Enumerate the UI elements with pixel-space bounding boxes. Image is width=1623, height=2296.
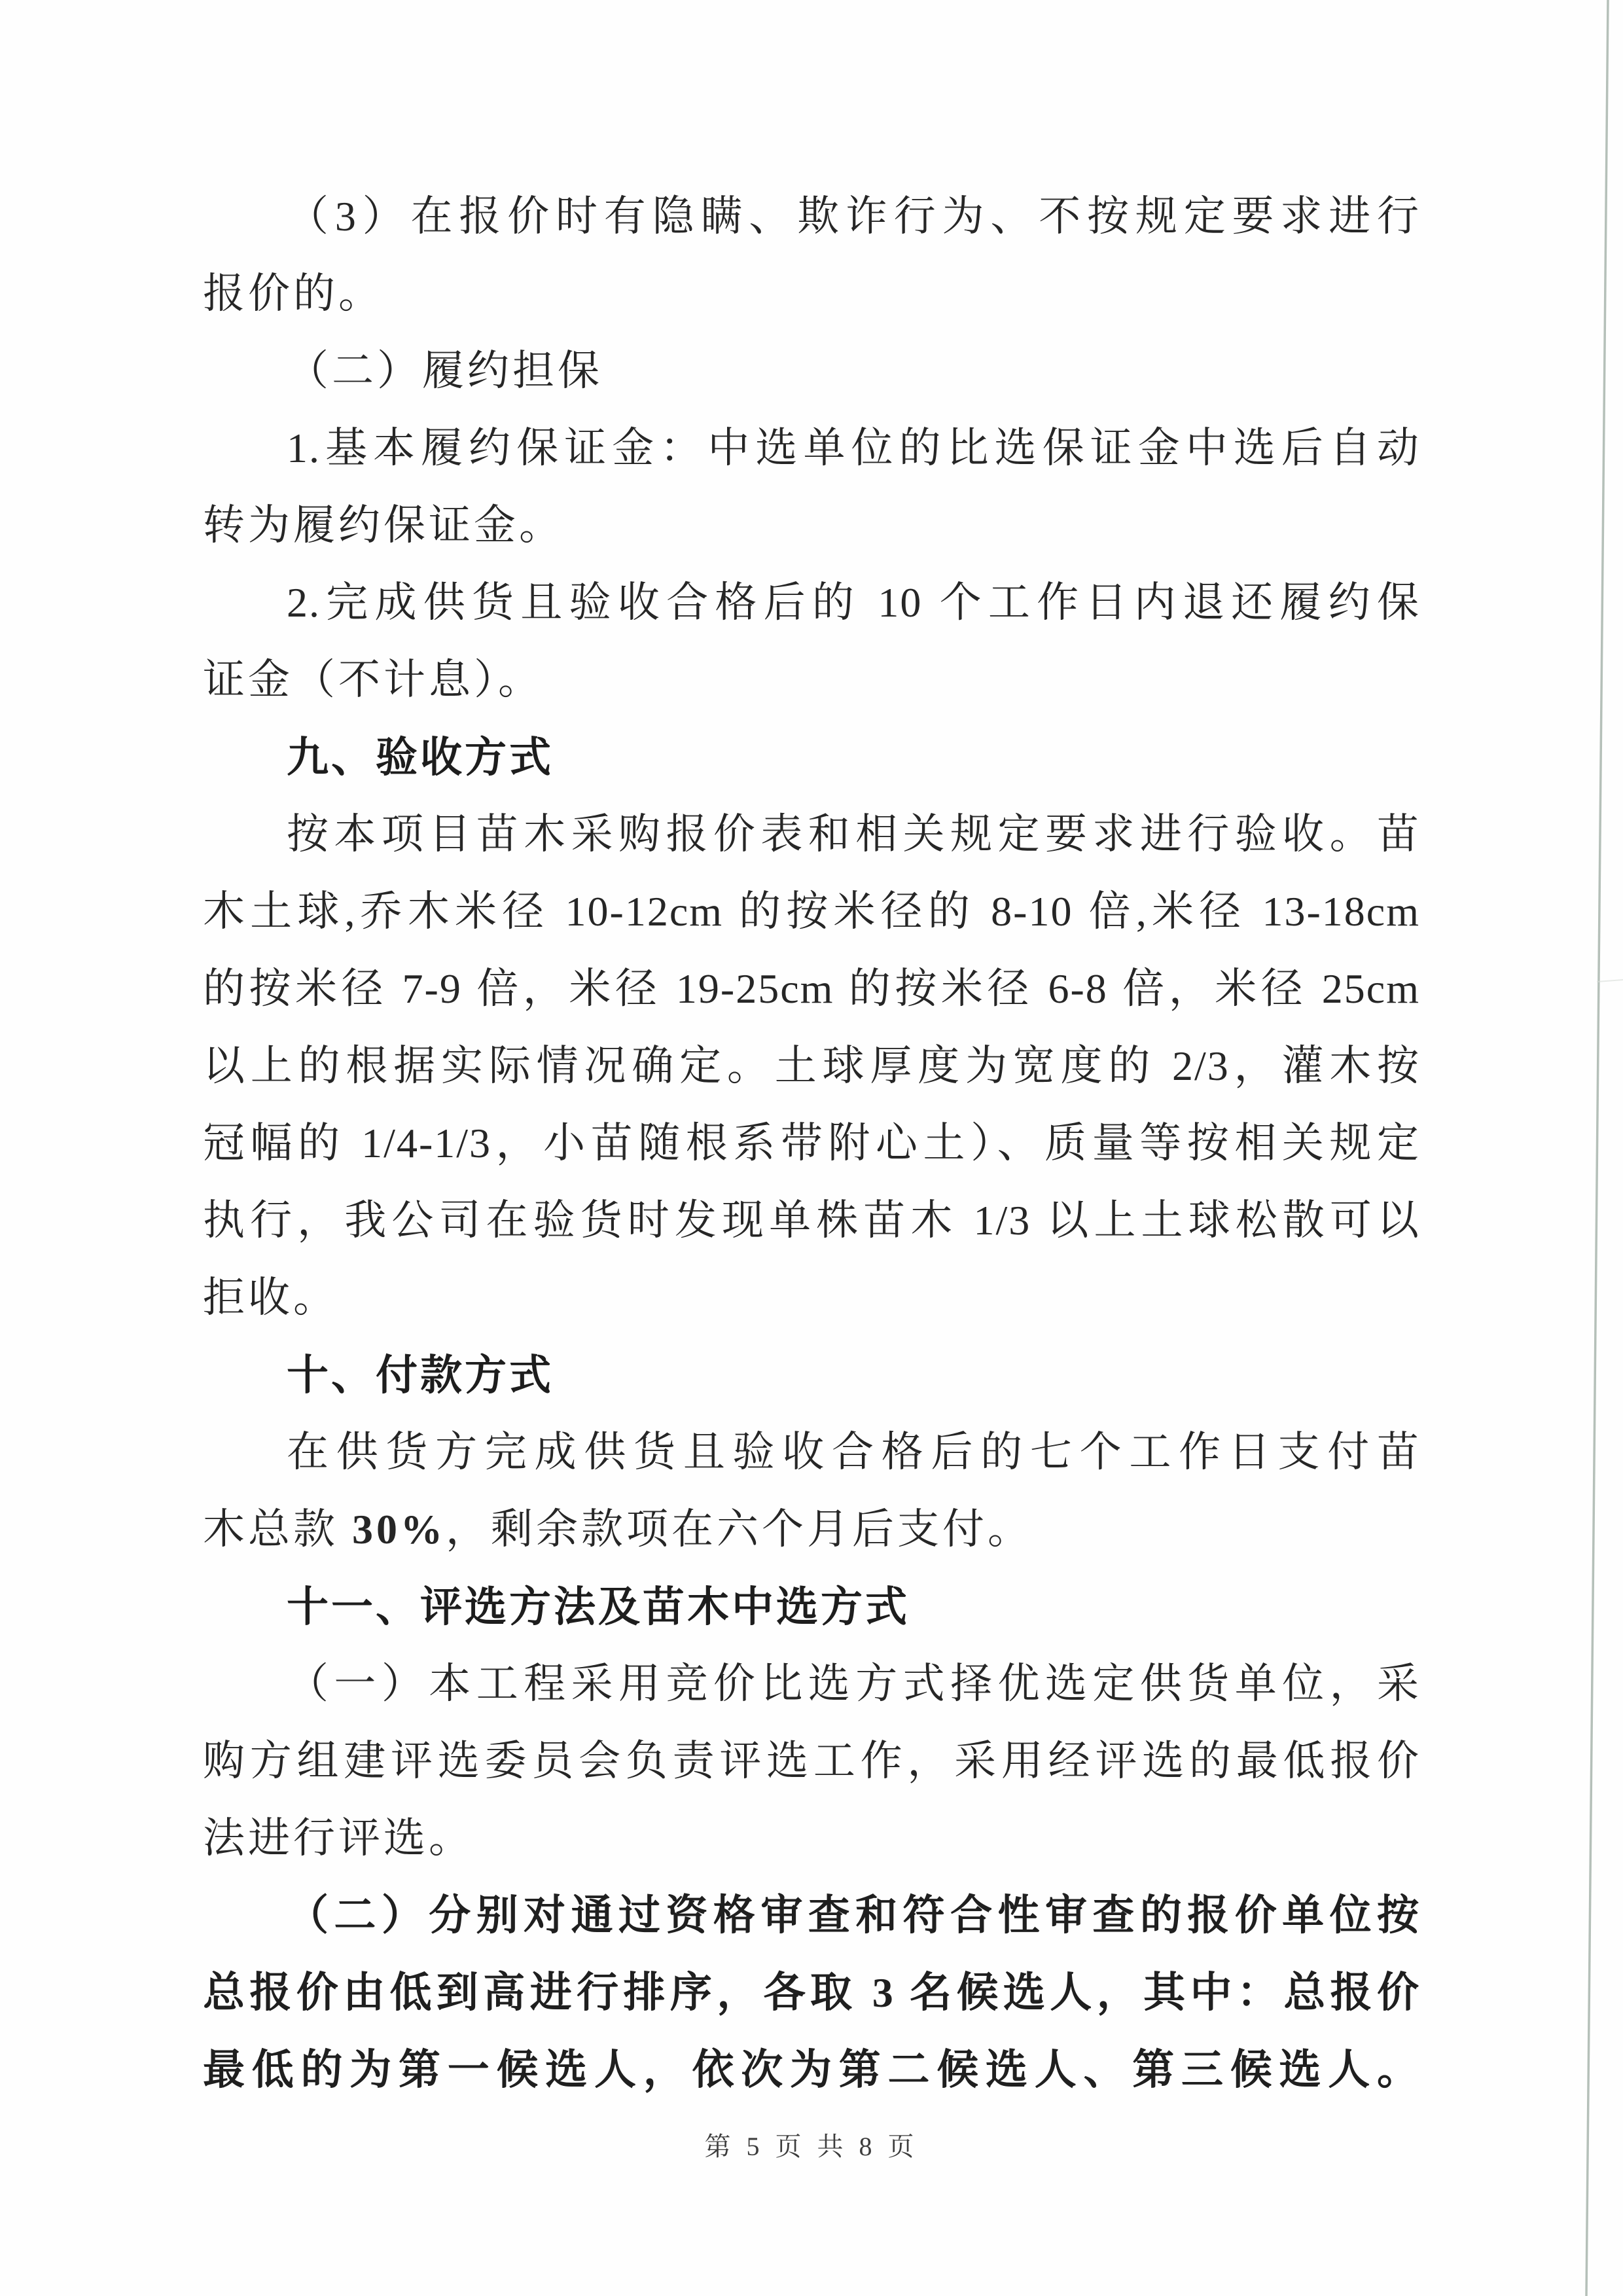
text-line: 1.基本履约保证金：中选单位的比选保证金中选后自动 (287, 425, 1420, 471)
text-line: （二）分别对通过资格审查和符合性审查的报价单位按 (287, 1892, 1420, 1939)
text-line: （3）在报价时有隐瞒、欺诈行为、不按规定要求进行 (287, 193, 1420, 240)
text-line: 最低的为第一候选人，依次为第二候选人、第三候选人。 (203, 2047, 1420, 2093)
text-line: 执行，我公司在验货时发现单株苗木 1/3 以上土球松散可以 (203, 1197, 1420, 1244)
text-line: 购方组建评选委员会负责评选工作，采用经评选的最低报价 (203, 1738, 1420, 1784)
text-line: （二）履约担保 (287, 348, 603, 394)
document-body (203, 178, 1420, 2109)
text-segment: 木总款 (203, 1506, 352, 1552)
scan-tick-line (1597, 980, 1623, 982)
text-line: 报价的。 (203, 270, 383, 317)
text-line: （一）本工程采用竞价比选方式择优选定供货单位，采 (287, 1660, 1420, 1707)
text-line: 在供货方完成供货且验收合格后的七个工作日支付苗 (287, 1429, 1420, 1475)
text-line: 按本项目苗木采购报价表和相关规定要求进行验收。苗 (287, 811, 1420, 857)
text-line: 转为履约保证金。 (203, 502, 564, 548)
text-segment: ，剩余款项在六个月后支付。 (446, 1506, 1033, 1552)
section-heading: 十一、评选方法及苗木中选方式 (287, 1583, 910, 1630)
text-line: 总报价由低到高进行排序，各取 3 名候选人，其中：总报价 (203, 1969, 1420, 2016)
text-line: 2.完成供货且验收合格后的 10 个工作日内退还履约保 (287, 579, 1420, 626)
text-line: 拒收。 (203, 1274, 338, 1321)
section-heading: 十、付款方式 (287, 1352, 554, 1399)
section-heading: 九、验收方式 (287, 734, 554, 781)
page-number-footer: 第 5 页 共 8 页 (704, 2132, 919, 2161)
text-line: 证金（不计息）。 (203, 656, 543, 703)
text-line: 法进行评选。 (203, 1815, 474, 1861)
text-line: 木土球,乔木米径 10-12cm 的按米径的 8-10 倍,米径 13-18cm (203, 888, 1420, 935)
text-line: 的按米径 7-9 倍，米径 19-25cm 的按米径 6-8 倍，米径 25cm (203, 965, 1420, 1012)
scan-edge-line (1586, 0, 1608, 2296)
text-line: 以上的根据实际情况确定。土球厚度为宽度的 2/3，灌木按 (203, 1043, 1420, 1089)
text-line: 冠幅的 1/4-1/3，小苗随根系带附心土）、质量等按相关规定 (203, 1120, 1420, 1166)
text-line (203, 1491, 1420, 1568)
bold-text: 30% (352, 1506, 446, 1552)
